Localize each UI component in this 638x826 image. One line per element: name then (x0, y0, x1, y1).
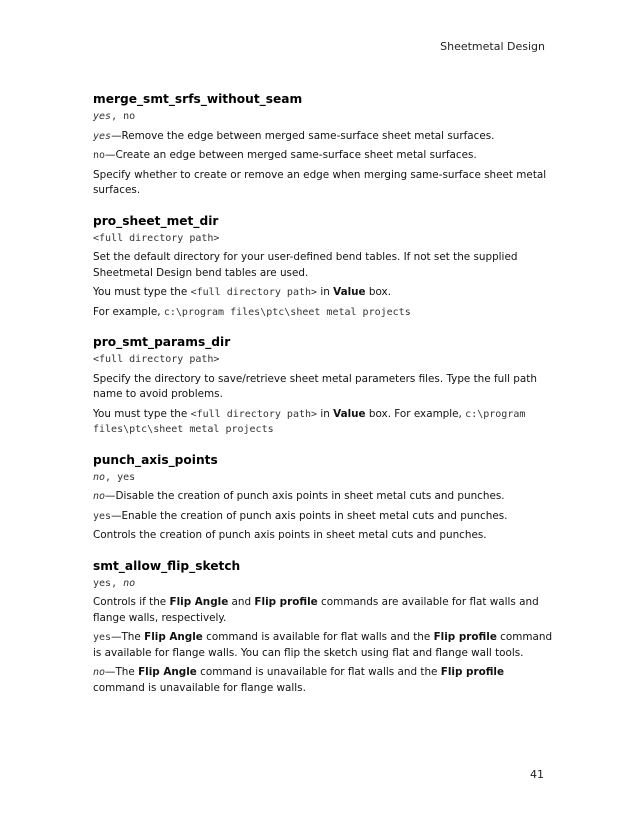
option-description-yes: yes—Enable the creation of punch axis points in sheet metal cuts and punches. (93, 509, 508, 522)
section-title: pro_smt_params_dir (93, 335, 231, 349)
page-content (93, 91, 553, 710)
usage-note: You must type the <full directory path> in Value box. For example, c:\program files\ptc\sheet metal projects (93, 407, 526, 435)
option-description-no: no—The Flip Angle command is unavailable for flat walls and the Flip profile command is unavailable for flange walls. (93, 666, 505, 694)
section-title: smt_allow_flip_sketch (93, 558, 241, 573)
option-values: no, yes (93, 471, 136, 483)
option-description-no: no—Create an edge between merged same-surface sheet metal surfaces. (93, 149, 477, 161)
section-pro-smt-params-dir (93, 334, 553, 438)
example-note: For example, c:\program files\ptc\sheet metal projects (93, 305, 411, 318)
option-values: yes, no (93, 577, 136, 589)
section-description: Specify the directory to save/retrieve sheet metal parameters files. Type the full path name to avoid problems. (93, 372, 537, 400)
section-description: Set the default directory for your user-defined bend tables. If not set the supplied Sheetmetal Design bend tables are used. (93, 251, 518, 279)
section-pro-sheet-met-dir (93, 213, 553, 321)
option-description-no: no—Disable the creation of punch axis points in sheet metal cuts and punches. (93, 490, 505, 502)
page-header: Sheetmetal Design (440, 40, 545, 53)
usage-note: You must type the <full directory path> in Value box. (93, 286, 391, 298)
section-punch-axis-points (93, 452, 553, 544)
section-merge-smt-srfs-without-seam (93, 91, 553, 199)
section-title: punch_axis_points (93, 452, 218, 467)
section-title: pro_sheet_met_dir (93, 213, 219, 228)
option-description-yes: yes—Remove the edge between merged same-surface sheet metal surfaces. (93, 129, 495, 142)
option-values: <full directory path> (93, 354, 220, 365)
section-smt-allow-flip-sketch (93, 558, 553, 697)
option-description-yes: yes—The Flip Angle command is available for flat walls and the Flip profile command is available for flange walls. You can flip the sketch using flat and flange wall tools. (93, 631, 553, 659)
page-number: 41 (530, 768, 544, 781)
section-title: merge_smt_srfs_without_seam (93, 92, 303, 106)
option-values: <full directory path> (93, 232, 220, 244)
section-description: Specify whether to create or remove an edge when merging same-surface sheet metal surfaces. (93, 168, 547, 196)
option-values: yes, no (93, 111, 136, 122)
section-description: Controls the creation of punch axis points in sheet metal cuts and punches. (93, 529, 487, 541)
section-description: Controls if the Flip Angle and Flip profile commands are available for flat walls and flange walls, respectively. (93, 596, 539, 624)
